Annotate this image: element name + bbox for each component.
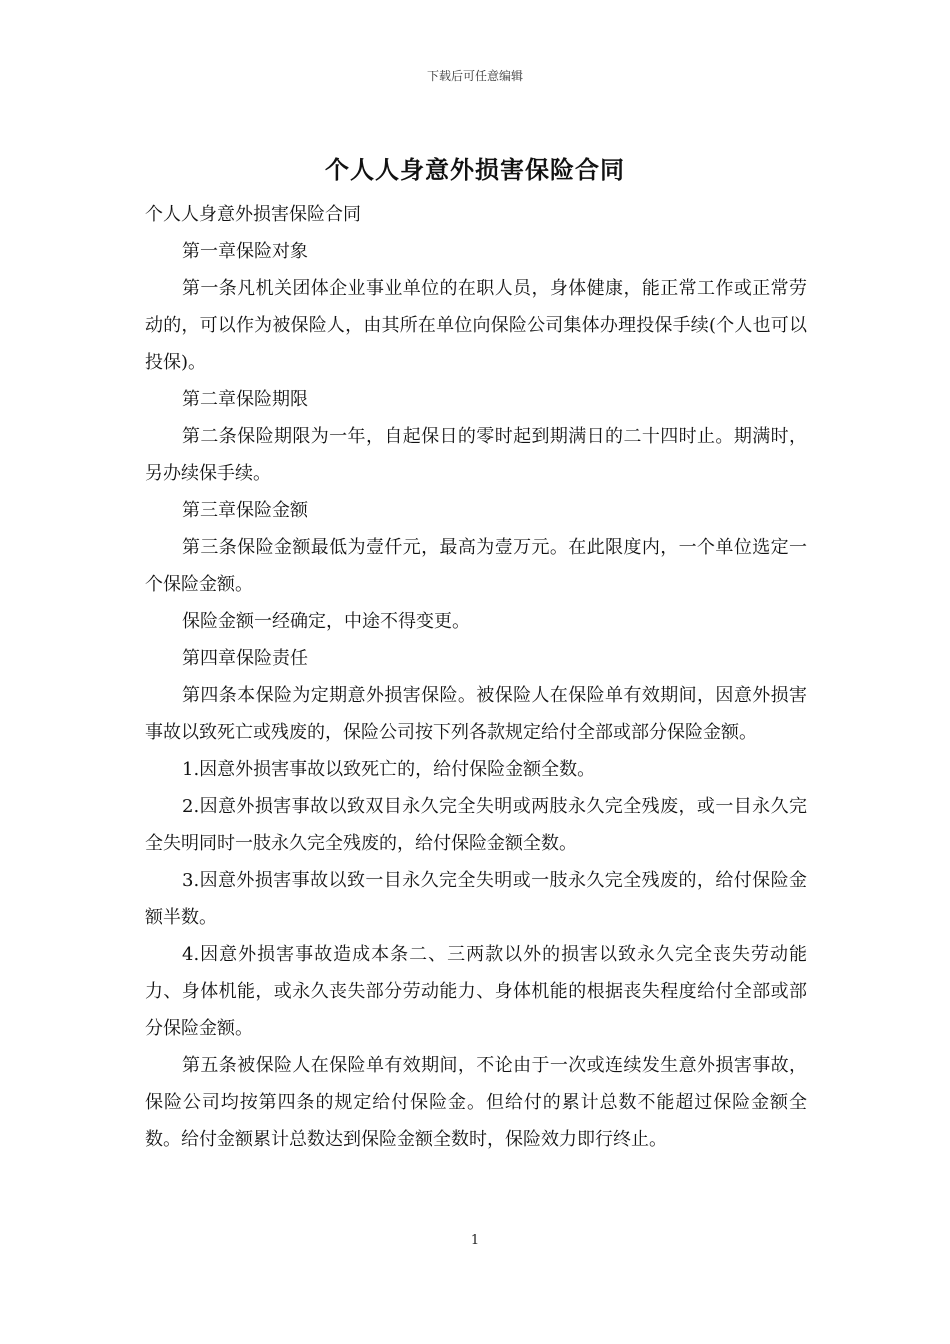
page-number: 1 xyxy=(470,1233,480,1248)
chapter-heading-3: 第三章保险金额 xyxy=(182,500,308,521)
article-4-item-3: 3.因意外损害事故以致一目永久完全失明或一肢永久完全残废的，给付保险金额半数。 xyxy=(145,870,807,928)
chapter-heading-4: 第四章保险责任 xyxy=(182,648,308,669)
article-1: 第一条凡机关团体企业事业单位的在职人员，身体健康，能正常工作或正常劳动的，可以作为被保险人，由其所在单位向保险公司集体办理投保手续(个人也可以投保)。 xyxy=(145,278,807,373)
article-3-note: 保险金额一经确定，中途不得变更。 xyxy=(182,611,470,632)
article-3: 第三条保险金额最低为壹仟元，最高为壹万元。在此限度内，一个单位选定一个保险金额。 xyxy=(145,537,807,595)
chapter-heading-1: 第一章保险对象 xyxy=(182,241,308,262)
page-header-note: 下载后可任意编辑 xyxy=(426,69,523,83)
article-2: 第二条保险期限为一年，自起保日的零时起到期满日的二十四时止。期满时，另办续保手续。 xyxy=(145,426,807,484)
paragraph-subtitle: 个人人身意外损害保险合同 xyxy=(145,204,361,225)
article-4-item-1: 1.因意外损害事故以致死亡的，给付保险金额全数。 xyxy=(182,759,596,780)
article-4-item-4: 4.因意外损害事故造成本条二、三两款以外的损害以致永久完全丧失劳动能力、身体机能，或永久丧失部分劳动能力、身体机能的根据丧失程度给付全部或部分保险金额。 xyxy=(145,944,807,1039)
document-body xyxy=(145,196,807,1158)
article-4: 第四条本保险为定期意外损害保险。被保险人在保险单有效期间，因意外损害事故以致死亡或残废的，保险公司按下列各款规定给付全部或部分保险金额。 xyxy=(145,685,807,743)
document-title: 个人人身意外损害保险合同 xyxy=(325,155,625,184)
chapter-heading-2: 第二章保险期限 xyxy=(182,389,308,410)
article-4-item-2: 2.因意外损害事故以致双目永久完全失明或两肢永久完全残废，或一目永久完全失明同时一肢永久完全残废的，给付保险金额全数。 xyxy=(145,796,807,854)
article-5: 第五条被保险人在保险单有效期间，不论由于一次或连续发生意外损害事故，保险公司均按第四条的规定给付保险金。但给付的累计总数不能超过保险金额全数。给付金额累计总数达到保险金额全数时，保险效力即行终止。 xyxy=(145,1055,807,1150)
